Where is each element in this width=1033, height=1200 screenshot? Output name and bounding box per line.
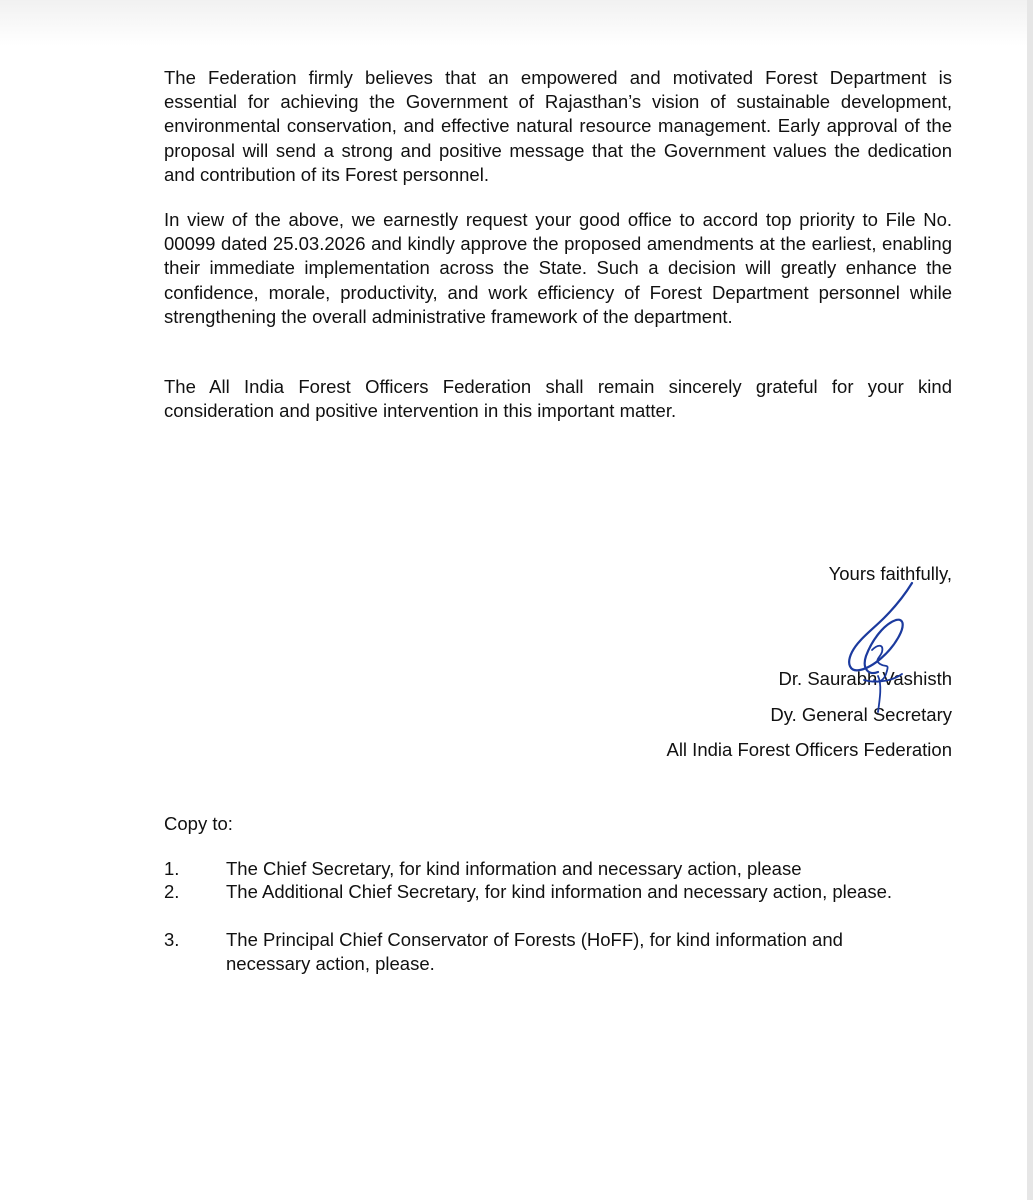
- signer-organization: All India Forest Officers Federation: [666, 739, 952, 760]
- copy-item-text: The Chief Secretary, for kind information and necessary action, please: [226, 858, 802, 879]
- copy-item-text: The Additional Chief Secretary, for kind information and necessary action, please.: [226, 881, 893, 902]
- copy-item-number: 3.: [164, 929, 180, 950]
- body-paragraph-2: In view of the above, we earnestly request your good office to accord top priority to File No. 00099 dated 25.03.2026 and kindly approve the proposed amendments at the earliest, enabling their immediate implementation across the State. Such a decision will greatly enhance the confidence, morale, productivity, and work efficiency of Forest Department personnel while strengthening the overall administrative framework of the department.: [164, 209, 952, 327]
- body-paragraph-3: The All India Forest Officers Federation shall remain sincerely grateful for your kind consideration and positive intervention in this important matter.: [164, 376, 952, 422]
- page-top-shadow: [0, 0, 1033, 46]
- signer-title: Dy. General Secretary: [770, 704, 952, 725]
- handwritten-signature: [838, 580, 928, 720]
- body-paragraph-1: The Federation firmly believes that an empowered and motivated Forest Department is essential for achieving the Government of Rajasthan’s vision of sustainable development, environmental conservation, and effective natural resource management. Early approval of the proposal will send a strong and positive message that the Government values the dedication and contribution of its Forest personnel.: [164, 67, 952, 185]
- copy-item-number: 2.: [164, 881, 180, 902]
- closing-salutation: Yours faithfully,: [828, 563, 952, 584]
- signer-name: Dr. Saurabh Vashisth: [778, 668, 952, 689]
- page-right-edge: [1027, 0, 1033, 1200]
- copy-item-number: 1.: [164, 858, 180, 879]
- copy-to-label: Copy to:: [164, 813, 233, 834]
- copy-item-text: The Principal Chief Conservator of Forests (HoFF), for kind information and necessary action, please.: [226, 929, 843, 974]
